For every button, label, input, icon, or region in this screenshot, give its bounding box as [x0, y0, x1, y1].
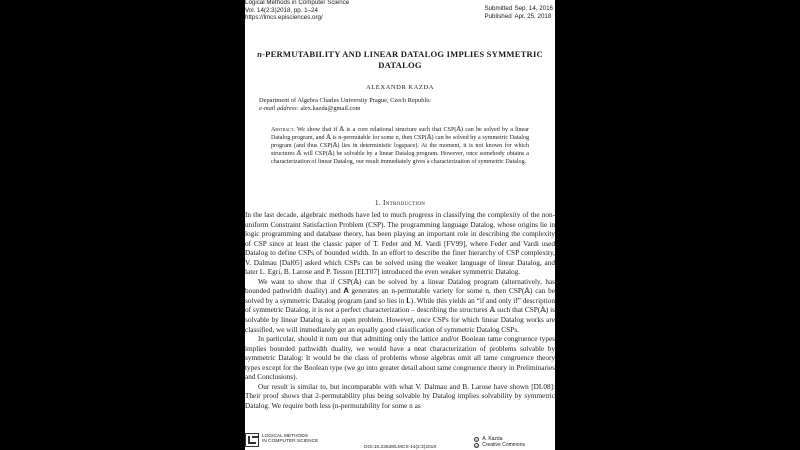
journal-header [245, 0, 349, 22]
submission-dates [484, 5, 553, 20]
email-address[interactable]: alex.kazda@gmail.com [300, 105, 361, 113]
paper-page [245, 0, 555, 450]
abstract [271, 126, 529, 166]
logo-line1: LOGICAL METHODS [262, 434, 308, 439]
paragraph: Our result is similar to, but incomparable with what V. Dalmau and B. Larose have shown [DL08]: Their proof shows that 2-permutability plus being solvable by Datalog implies solvability by symmetric Datalog. We require both less (n-permutability for some n as [245, 382, 555, 410]
paragraph: In the last decade, algebraic methods have led to much progress in classifying the complexity of the non-uniform Constraint Satisfaction Problem (CSP). The programming language Datalog, whose origins lie in logic programming and database theory, has been playing an important role in describing the complexity of CSP since at least the classic paper of T. Feder and M. Vardi [FV99], where Feder and Vardi used Datalog to define CSPs of bounded width. In an effort to describe the finer hierarchy of CSP complexity, V. Dalmau [Dal05] asked which CSPs can be solved using the weaker language of linear Datalog, and later L. Egri, B. Larose and P. Tesson [ELT07] introduced the even weaker symmetric Datalog. [245, 211, 555, 277]
email-label: e-mail address [259, 105, 297, 113]
copyright-icon: © [475, 437, 478, 442]
title-n: n [257, 49, 263, 59]
logo-line2: IN COMPUTER SCIENCE [262, 439, 319, 445]
paragraph: In particular, should it turn out that admitting only the lattice and/or Boolean tame congruence types implies bounded pathwidth duality, we would have a neat characterization of problems solvable by symmetric Datalog: It would be the class of problems whose algebras omit all tame congruence theory types except for the Boolean type (we go into greater detail about tame congruence theory in Preliminaries and Conclusions). [245, 335, 555, 382]
journal-volume: Vol. 14(2:3)2018, pp. 1–24 [245, 6, 318, 14]
section-title: Introduction [383, 198, 426, 207]
title-line1: -PERMUTABILITY AND LINEAR DATALOG IMPLIES SYMMETRIC [262, 49, 543, 59]
affiliation: Department of Algebra Charles University Prague, Czech Republic e-mail address: alex.kazda@gmail.com [259, 97, 431, 113]
submitted-label: Submitted [484, 5, 513, 12]
section-number: 1. [374, 198, 381, 207]
license-name: Creative Commons [482, 442, 525, 449]
paper-title [245, 49, 555, 70]
page-footer [245, 430, 555, 450]
journal-url[interactable]: https://lmcs.episciences.org/ [245, 14, 323, 22]
section-heading [245, 198, 555, 207]
published-date: Apr. 25, 2018 [514, 12, 552, 20]
lmcs-logo-text [262, 434, 318, 445]
creative-commons-icon: cc [475, 443, 479, 448]
abstract-text: We show that if 𝔸 is a core relational structure such that CSP(𝔸) can be solved by a linear Datalog program, and 𝔸 is n-permutable for some n, then CSP(𝔸) can be solved by a symmetric Datalog program (and thus CSP(𝔸) lies in deterministic logspace). At the moment, it is not known for which structures 𝔸 will CSP(𝔸) be solvable by a linear Datalog program. However, once somebody obtains a characterization of linear Datalog, our result immediately gives a characterization of symmetric Datalog. [271, 127, 529, 166]
title-line2: DATALOG [378, 59, 422, 70]
affiliation-dept: Department of Algebra Charles University Prague, Czech Republic [259, 97, 431, 104]
journal-name: Logical Methods in Computer Science [245, 0, 350, 6]
author-name: ALEXANDR KAZDA [366, 84, 434, 91]
published-label: Published [484, 12, 512, 20]
doi[interactable]: DOI:10.23638/LMCS-14(2:3)2018 [364, 445, 436, 450]
license [474, 436, 525, 448]
abstract-label: Abstract. [271, 127, 295, 133]
license-author: A. Kazda [482, 436, 503, 442]
submitted-date: Sep. 14, 2016 [514, 5, 553, 12]
paragraph: We want to show that if CSP(𝔸) can be solved by a linear Datalog program (alternatively, has bounded pathwidth duality) and 𝐀 generates an n-permutable variety for some n, then CSP(𝔸) can be solved by a symmetric Datalog program (and so lies in 𝐋). While this yields an “if and only if” description of symmetric Datalog, it is not a perfect characterization – describing the structures 𝔸 such that CSP(𝔸) is solvable by linear Datalog is an open problem. However, once CSPs for which linear Datalog works are classified, we will immediately get an equally good classification of symmetric Datalog CSPs. [245, 277, 555, 334]
body-text [245, 211, 555, 411]
